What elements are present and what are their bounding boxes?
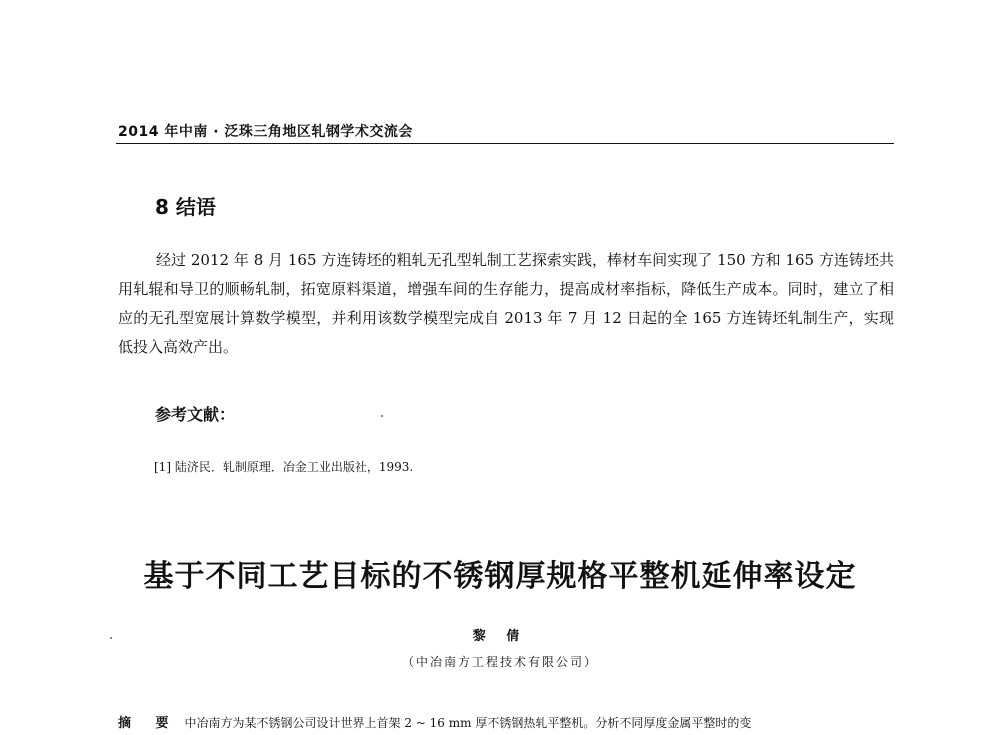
author-affiliation: （中冶南方工程技术有限公司） xyxy=(401,655,598,669)
header-divider xyxy=(116,143,894,144)
author-name: 黎 倩 xyxy=(472,629,528,644)
conclusion-heading: 8 结语 xyxy=(155,195,216,219)
scan-speck xyxy=(110,637,112,639)
abstract-text: 中冶南方为某不锈钢公司设计世界上首架 2 ~ 16 mm 厚不锈钢热轧平整机。分析不同厚度金属平整时的变 xyxy=(184,716,752,730)
conclusion-paragraph: 经过 2012 年 8 月 165 方连铸坯的粗轧无孔型轧制工艺探索实践，棒材车间实现了 150 方和 165 方连铸坯共用轧辊和导卫的顺畅轧制，拓宽原料渠道，增强车间的生存能力，提高成材率指标，降低生产成本。同时，建立了相应的无孔型宽展计算数学模型，并利用该数学模型完成自 2013 年 7 月 12 日起的全 165 方连铸坯轧制生产，实现低投入高效产出。 xyxy=(118,251,894,356)
abstract-line xyxy=(118,712,898,731)
scan-speck xyxy=(381,415,383,417)
abstract-label: 摘 要 xyxy=(118,716,179,731)
conference-header-title: 2014 年中南 · 泛珠三角地区轧钢学术交流会 xyxy=(118,124,413,140)
next-paper-title: 基于不同工艺目标的不锈钢厚规格平整机延伸率设定 xyxy=(143,559,857,594)
reference-item-1: [1] 陆济民．轧制原理．冶金工业出版社，1993. xyxy=(154,460,414,474)
references-heading: 参考文献： xyxy=(155,405,236,424)
